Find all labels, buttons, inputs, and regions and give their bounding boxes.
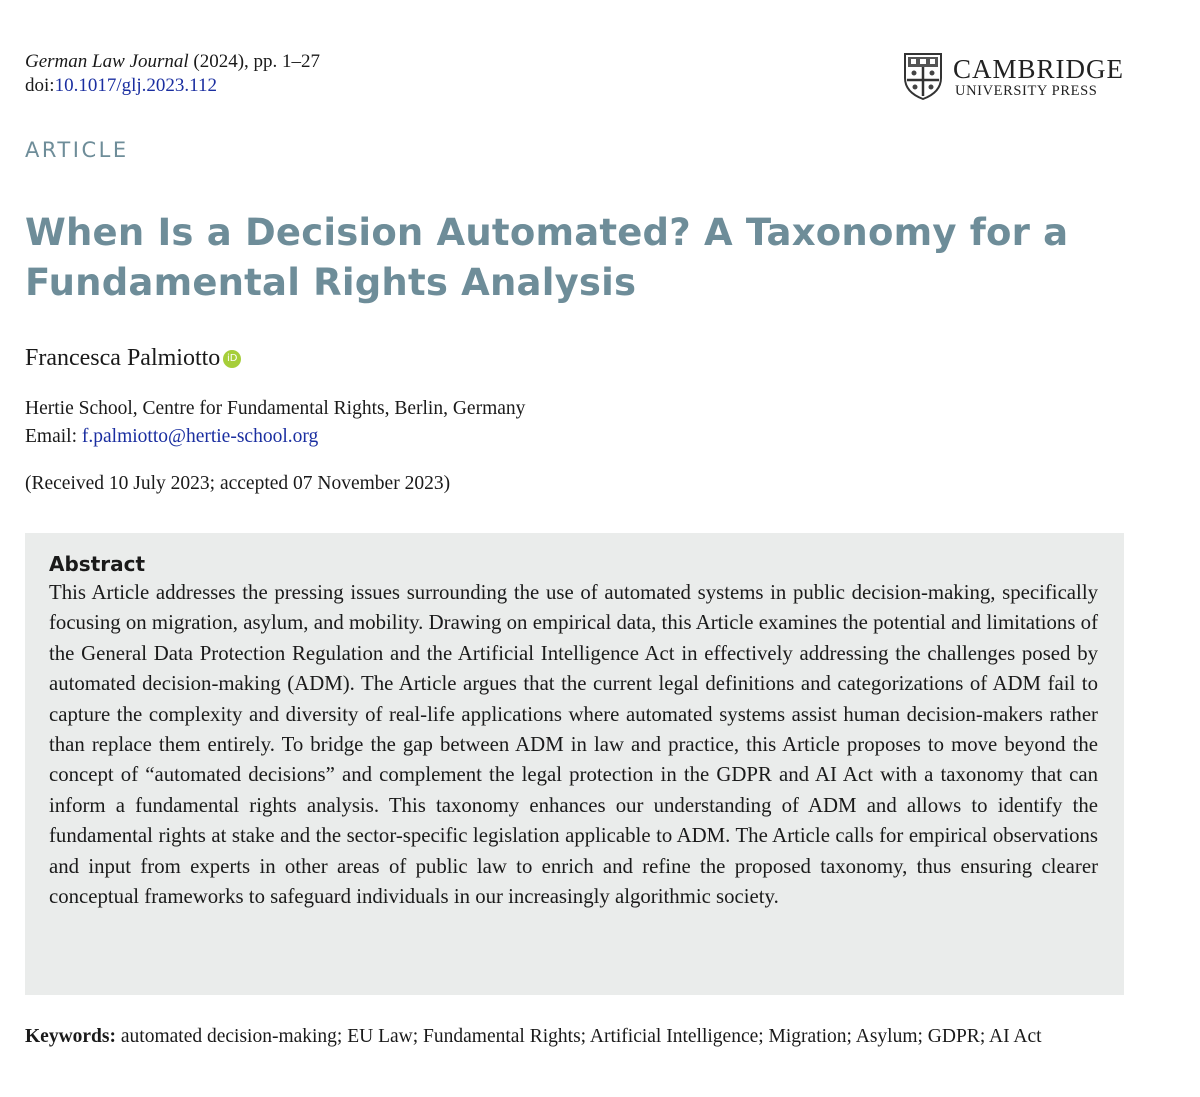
received-dates: (Received 10 July 2023; accepted 07 November 2023) — [25, 473, 451, 494]
doi-prefix: doi: — [25, 75, 55, 96]
keywords — [25, 1023, 1125, 1051]
cambridge-shield-icon — [903, 52, 943, 100]
abstract-box — [25, 533, 1124, 995]
journal-meta: (2024), pp. 1–27 — [188, 51, 321, 72]
orcid-icon[interactable]: iD — [223, 350, 241, 368]
email-link[interactable]: f.palmiotto@hertie-school.org — [81, 426, 319, 447]
article-type-label: ARTICLE — [25, 138, 129, 162]
email-label: Email: — [25, 426, 82, 447]
publisher-logo — [903, 52, 1133, 102]
abstract-text: This Article addresses the pressing issues surrounding the use of automated systems in public decision-making, specifically focusing on migration, asylum, and mobility. Drawing on empirical data, this Article examines the potential and limitations of the General Data Protection Regulation and the Artificial Intelligence Act in effectively addressing the challenges posed by automated decision-making (ADM). The Article argues that the current legal definitions and categorizations of ADM fail to capture the complexity and diversity of real-life applications where automated systems assist human decision-makers rather than replace them entirely. To bridge the gap between ADM in law and practice, this Article proposes to move beyond the concept of “automated decisions” and complement the legal protection in the GDPR and AI Act with a taxonomy that can inform a fundamental rights analysis. This taxonomy enhances our understanding of ADM and allows to identify the fundamental rights at stake and the sector-specific legislation applicable to ADM. The Article calls for empirical observations and input from experts in other areas of public law to enrich and refine the proposed taxonomy, thus ensuring clearer conceptual frameworks to safeguard individuals in our increasingly algorithmic society. — [49, 581, 1098, 909]
keywords-label: Keywords: — [25, 1026, 116, 1047]
doi-line — [25, 74, 217, 98]
email-line — [25, 423, 525, 451]
affiliation — [25, 395, 525, 451]
publisher-name: CAMBRIDGE — [953, 54, 1125, 84]
keywords-text: automated decision-making; EU Law; Fundamental Rights; Artificial Intelligence; Migration; Asylum; GDPR; AI Act — [116, 1026, 1042, 1047]
journal-citation — [25, 50, 320, 74]
author — [25, 343, 241, 373]
institution: Hertie School, Centre for Fundamental Rights, Berlin, Germany — [25, 398, 526, 419]
article-title: When Is a Decision Automated? A Taxonomy for a Fundamental Rights Analysis — [25, 211, 1069, 304]
doi-link[interactable]: 10.1017/glj.2023.112 — [54, 75, 217, 96]
abstract-heading: Abstract — [49, 552, 146, 576]
journal-name: German Law Journal — [25, 51, 189, 72]
author-name: Francesca Palmiotto — [25, 345, 221, 371]
publisher-subtitle: UNIVERSITY PRESS — [955, 83, 1098, 99]
